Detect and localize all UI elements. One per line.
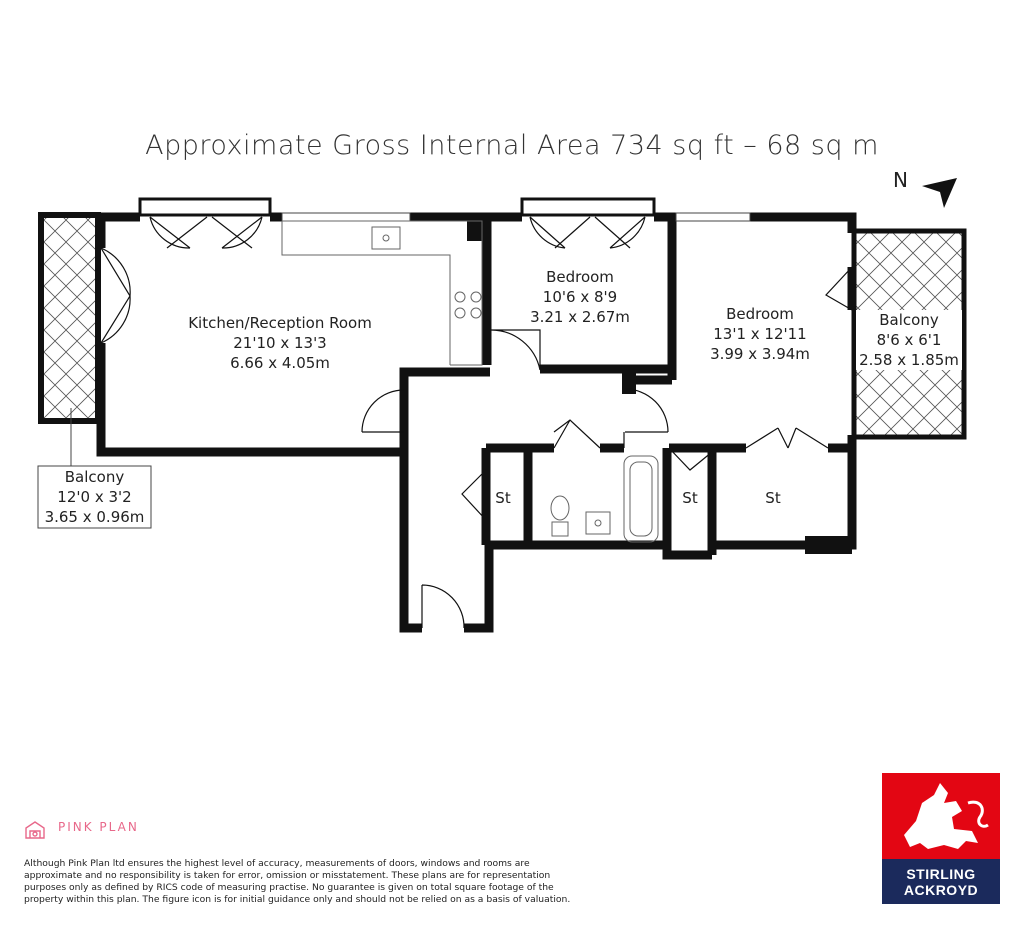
room-name: Bedroom — [726, 305, 794, 323]
brand-line-1: STIRLING — [906, 866, 976, 882]
room-metric: 6.66 x 4.05m — [230, 354, 330, 372]
room-metric: 3.65 x 0.96m — [44, 508, 145, 526]
walls — [101, 217, 852, 628]
room-label-store-2: St — [682, 489, 698, 507]
room-name: Balcony — [879, 311, 939, 329]
room-label-balcony-left — [38, 467, 151, 527]
room-label-bedroom-1 — [500, 267, 660, 327]
griffin-emblem-icon — [882, 773, 1000, 859]
disclaimer-text: Although Pink Plan ltd ensures the highest level of accuracy, measurements of doors, windows and rooms are approximate and no responsibility is taken for error, omission or misstatement. These plans are for representation purposes only as defined by RICS code of measuring practise. No guarantee is given on total square footage of the property within this plan. The figure icon is for initial guidance only and should not be relied on as a basis of valuation. — [24, 858, 571, 905]
brand-name — [882, 859, 1000, 904]
room-label-store-1: St — [495, 489, 511, 507]
bathroom-fixtures — [551, 456, 658, 542]
room-name: Kitchen/Reception Room — [188, 314, 372, 332]
room-imperial: 13'1 x 12'11 — [713, 325, 807, 343]
room-name: Balcony — [64, 468, 125, 486]
room-name: Bedroom — [546, 268, 614, 286]
room-label-store-3: St — [765, 489, 781, 507]
room-label-kitchen — [160, 313, 400, 373]
room-imperial: 10'6 x 8'9 — [542, 288, 618, 306]
room-imperial: 8'6 x 6'1 — [876, 331, 942, 349]
north-arrow-icon — [922, 178, 957, 208]
stirling-ackroyd-logo — [882, 773, 1000, 904]
north-label: N — [893, 168, 908, 192]
pink-plan-logo — [24, 820, 139, 834]
room-imperial: 12'0 x 3'2 — [57, 488, 132, 506]
room-label-balcony-right — [856, 310, 962, 370]
room-metric: 2.58 x 1.85m — [859, 351, 959, 369]
brand-line-2: ACKROYD — [903, 882, 979, 898]
page-title: Approximate Gross Internal Area 734 sq ft – 68 sq m — [145, 130, 879, 161]
balcony-left-shape — [41, 215, 98, 421]
pink-plan-logo-text: PINK PLAN — [58, 820, 139, 834]
room-metric: 3.21 x 2.67m — [530, 308, 630, 326]
room-metric: 3.99 x 3.94m — [710, 345, 810, 363]
room-imperial: 21'10 x 13'3 — [233, 334, 327, 352]
room-label-bedroom-2 — [680, 304, 840, 364]
top-doors — [140, 199, 654, 248]
